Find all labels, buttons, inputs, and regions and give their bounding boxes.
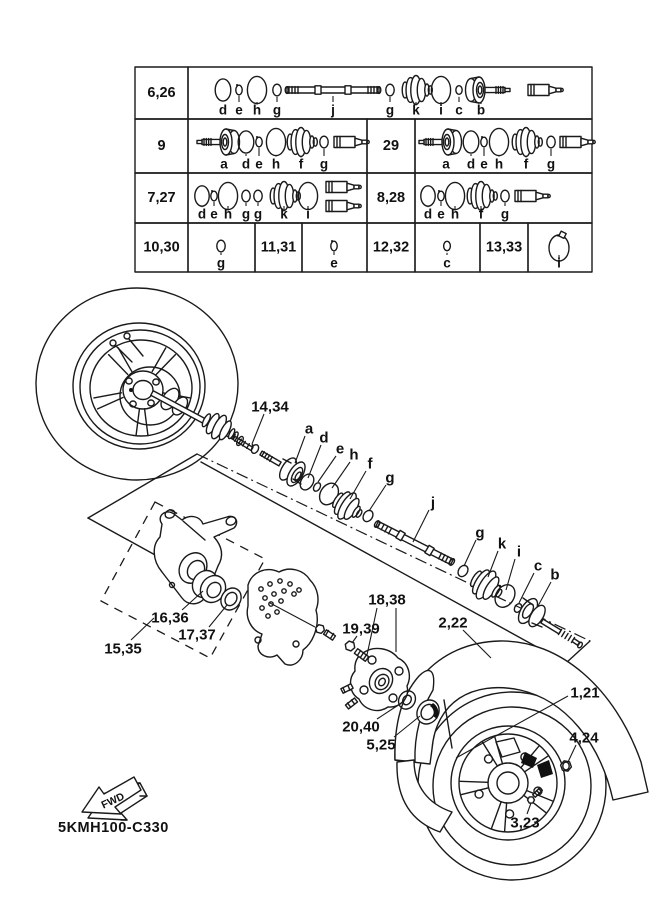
svg-text:d: d [319,429,329,447]
svg-text:g: g [385,102,395,118]
table-row [135,173,592,223]
svg-text:20,40: 20,40 [342,718,380,736]
svg-text:13,33: 13,33 [485,239,523,256]
svg-text:j: j [331,102,335,118]
table-part-i [298,182,317,221]
svg-text:g: g [319,156,329,172]
table-part-c [443,241,451,270]
svg-text:g: g [253,206,263,222]
svg-text:16,36: 16,36 [151,609,189,627]
svg-text:g: g [500,206,510,222]
table-part-k [402,76,432,118]
table-part-e [235,84,243,118]
table-part-a [419,129,462,172]
svg-text:f: f [298,156,304,172]
svg-text:k: k [412,102,420,118]
svg-text:c: c [533,557,543,575]
callout-k [488,536,507,578]
table-part-grease-tube [560,137,595,148]
table-part-d [215,79,231,118]
svg-text:f: f [367,455,373,473]
svg-text:14,34: 14,34 [251,398,289,416]
svg-text:9: 9 [157,138,166,154]
svg-text:i: i [516,543,522,561]
svg-text:11,31: 11,31 [260,239,297,256]
svg-text:17,37: 17,37 [178,626,216,644]
table-part-grease-tube [515,191,550,202]
table-part-j [285,86,381,118]
table-part-d [195,186,209,222]
svg-text:4,24: 4,24 [569,729,599,747]
table-part-e [330,240,338,271]
svg-text:18,38: 18,38 [368,591,406,609]
svg-text:15,35: 15,35 [104,640,142,658]
svg-text:g: g [546,156,556,172]
svg-text:8,28: 8,28 [376,190,406,206]
svg-text:12,32: 12,32 [372,239,410,256]
svg-text:a: a [304,420,314,438]
callout-14-34 [251,399,289,445]
svg-text:6,26: 6,26 [147,85,176,101]
table-part-g [320,136,328,171]
table-part-g [501,190,509,221]
callout-c [519,558,542,604]
table-part-e [255,136,263,172]
svg-text:e: e [255,156,263,172]
table-part-h [247,76,266,117]
svg-text:j: j [430,494,436,512]
svg-text:5,25: 5,25 [366,736,396,754]
svg-text:e: e [235,102,243,118]
parts-table [135,67,595,272]
svg-text:k: k [280,206,288,222]
callout-g [369,470,395,512]
svg-text:i: i [557,255,561,271]
front-wheel-assembly [36,288,260,480]
table-part-grease-tube [334,137,369,148]
table-part-g [273,84,281,117]
table-part-k [270,182,300,222]
svg-text:e: e [330,255,338,271]
svg-text:g: g [216,255,226,271]
svg-text:1,21: 1,21 [570,684,600,702]
table-part-h [266,128,285,171]
svg-text:e: e [437,206,445,222]
svg-text:19,39: 19,39 [342,620,380,638]
table-part-e [480,136,488,172]
svg-text:k: k [497,535,507,553]
table-part-h [218,182,237,221]
table-part-d [238,131,254,172]
svg-text:h: h [494,156,504,172]
svg-text:f: f [523,156,529,172]
svg-text:d: d [218,102,228,118]
table-part-h [489,128,508,171]
svg-text:g: g [272,102,282,118]
svg-text:f: f [478,206,484,222]
table-part-f [287,128,317,172]
table-part-g [217,240,225,270]
callout-g [464,525,485,567]
svg-text:a: a [220,156,228,172]
svg-text:2,22: 2,22 [438,614,468,632]
svg-text:7,27: 7,27 [147,190,176,206]
svg-text:d: d [241,156,251,172]
svg-text:d: d [423,206,433,222]
svg-text:h: h [271,156,281,172]
table-part-g [242,190,250,221]
svg-text:h: h [223,206,233,222]
callout-a [295,421,314,464]
table-part-g [254,190,262,221]
table-part-g [547,136,555,171]
table-part-i [431,76,450,117]
table-part-e [437,190,445,222]
svg-text:e: e [480,156,488,172]
fwd-label: FWD [99,790,127,812]
callout-19-39 [342,621,380,644]
callout-j [413,495,435,543]
diagram-code: 5KMH100-C330 [58,820,169,836]
table-part-f [512,128,542,172]
table-row [135,119,595,173]
callout-15-35 [104,618,154,658]
svg-text:c: c [443,255,451,271]
svg-text:b: b [476,102,486,118]
table-part-h [445,182,464,221]
svg-text:e: e [335,440,345,458]
table-part-f [467,182,497,222]
svg-text:10,30: 10,30 [143,239,180,256]
table-part-i [549,231,569,270]
callout-4-24 [568,730,599,763]
table-part-b [466,77,511,118]
table-part-d [463,131,479,172]
svg-text:e: e [210,206,218,222]
table-part-grease-tube [326,182,361,212]
svg-text:b: b [550,566,560,584]
svg-text:h: h [349,446,359,464]
table-part-grease-tube [528,85,563,96]
svg-text:c: c [455,102,463,118]
svg-text:i: i [306,206,310,222]
svg-text:a: a [442,156,450,172]
table-part-c [455,86,463,118]
svg-text:g: g [241,206,251,222]
callout-i [506,544,521,591]
table-part-e [210,190,218,222]
table-part-d [421,186,435,222]
table-part-g [386,84,394,117]
svg-text:h: h [252,102,262,118]
svg-text:g: g [385,469,395,487]
table-row [135,223,592,272]
svg-text:i: i [439,102,443,118]
svg-text:h: h [450,206,460,222]
svg-text:g: g [475,524,485,542]
footer [58,777,169,836]
table-row [135,67,592,119]
svg-text:3,23: 3,23 [510,814,540,832]
svg-text:d: d [466,156,476,172]
table-part-a [197,129,240,172]
callout-3-23 [510,803,539,832]
svg-text:29: 29 [382,138,400,154]
svg-text:d: d [197,206,207,222]
